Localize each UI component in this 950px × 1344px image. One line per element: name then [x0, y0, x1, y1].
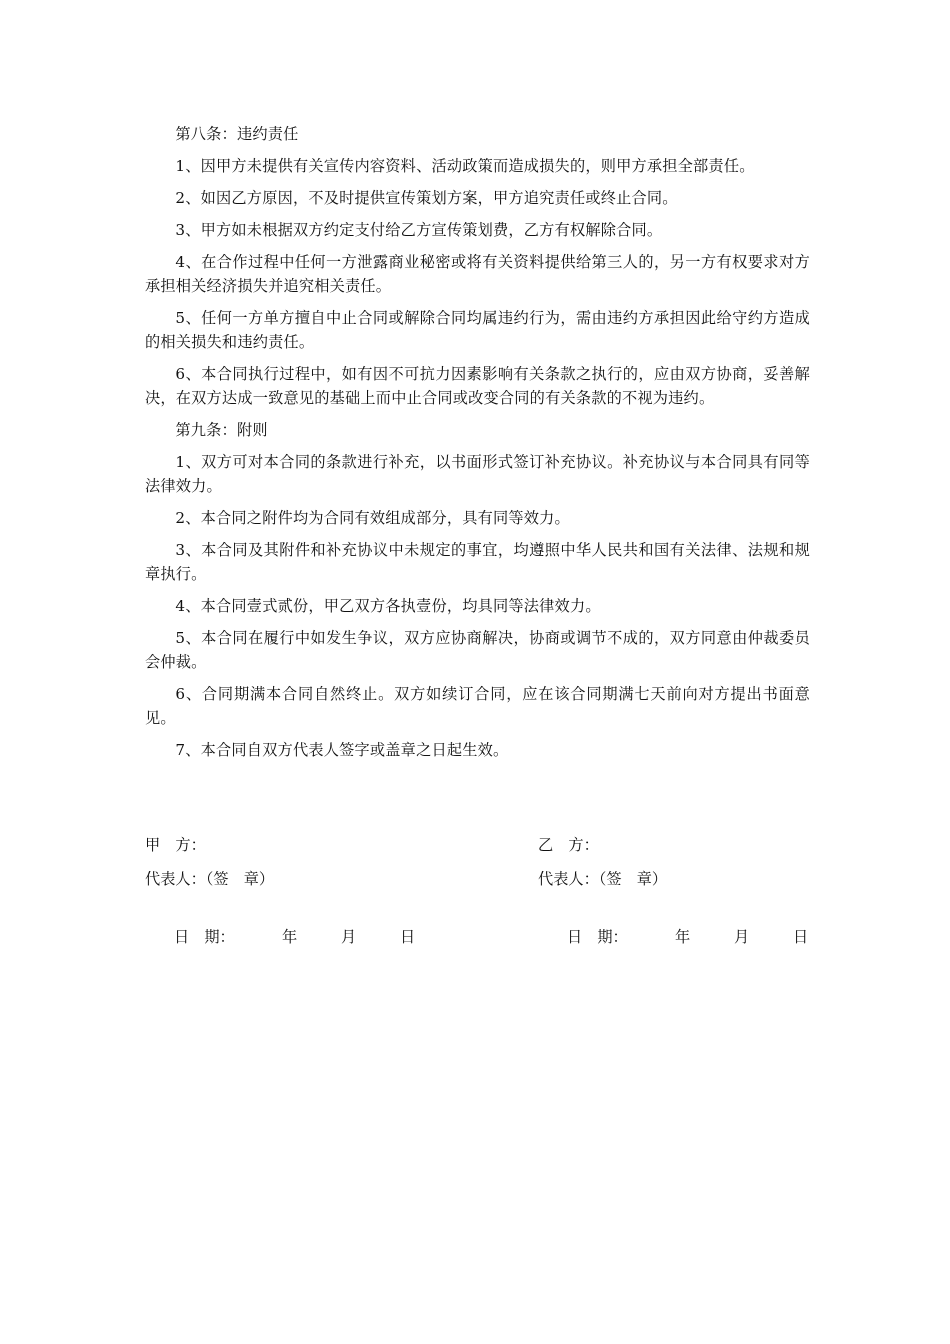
article-9-item-7: 7、本合同自双方代表人签字或盖章之日起生效。	[175, 741, 509, 759]
party-b-label: 乙 方：	[538, 836, 599, 854]
party-b-date-label: 日 期：	[566, 928, 628, 946]
article-9-item-6: 6、合同期满本合同自然终止。双方如续订合同，应在该合同期满七天前向对方提出书面意见。	[145, 685, 810, 727]
party-b-date-day: 日	[792, 928, 809, 946]
article-8-item-2: 2、如因乙方原因，不及时提供宣传策划方案，甲方追究责任或终止合同。	[175, 189, 678, 207]
contract-body	[145, 122, 810, 770]
article-8-heading: 第八条：违约责任	[175, 125, 299, 143]
party-b-representative: 代表人：（签 章）	[538, 870, 668, 888]
article-8-item-1: 1、因甲方未提供有关宣传内容资料、活动政策而造成损失的，则甲方承担全部责任。	[175, 157, 755, 175]
article-8-item-6: 6、本合同执行过程中，如有因不可抗力因素影响有关条款之执行的，应由双方协商，妥善解决，在双方达成一致意见的基础上而中止合同或改变合同的有关条款的不视为违约。	[145, 365, 810, 407]
article-9-item-3: 3、本合同及其附件和补充协议中未规定的事宜，均遵照中华人民共和国有关法律、法规和规章执行。	[145, 541, 810, 583]
party-b-date-month: 月	[733, 928, 750, 946]
party-a-date-month: 月	[340, 928, 357, 946]
signature-block-party-a	[145, 833, 416, 946]
article-9-heading: 第九条：附则	[175, 421, 268, 439]
party-b-date-year: 年	[674, 928, 691, 946]
party-a-date-label: 日 期：	[173, 928, 235, 946]
article-9-item-1: 1、双方可对本合同的条款进行补充，以书面形式签订补充协议。补充协议与本合同具有同等法律效力。	[145, 453, 810, 495]
article-8-item-4: 4、在合作过程中任何一方泄露商业秘密或将有关资料提供给第三人的，另一方有权要求对方承担相关经济损失并追究相关责任。	[145, 253, 810, 295]
article-8-item-5: 5、任何一方单方擅自中止合同或解除合同均属违约行为，需由违约方承担因此给守约方造成的相关损失和违约责任。	[145, 309, 810, 351]
party-b-date	[538, 901, 809, 946]
article-9-item-4: 4、本合同壹式贰份，甲乙双方各执壹份，均具同等法律效力。	[175, 597, 601, 615]
article-9-item-2: 2、本合同之附件均为合同有效组成部分，具有同等效力。	[175, 509, 570, 527]
party-a-label: 甲 方：	[145, 836, 206, 854]
article-9-item-5: 5、本合同在履行中如发生争议，双方应协商解决，协商或调节不成的，双方同意由仲裁委员会仲裁。	[145, 629, 810, 671]
party-a-date-day: 日	[399, 928, 416, 946]
party-a-representative: 代表人：（签 章）	[145, 870, 275, 888]
article-8-item-3: 3、甲方如未根据双方约定支付给乙方宣传策划费，乙方有权解除合同。	[175, 221, 663, 239]
party-a-date-year: 年	[281, 928, 298, 946]
signature-block-party-b	[538, 833, 809, 946]
party-a-date	[145, 901, 416, 946]
